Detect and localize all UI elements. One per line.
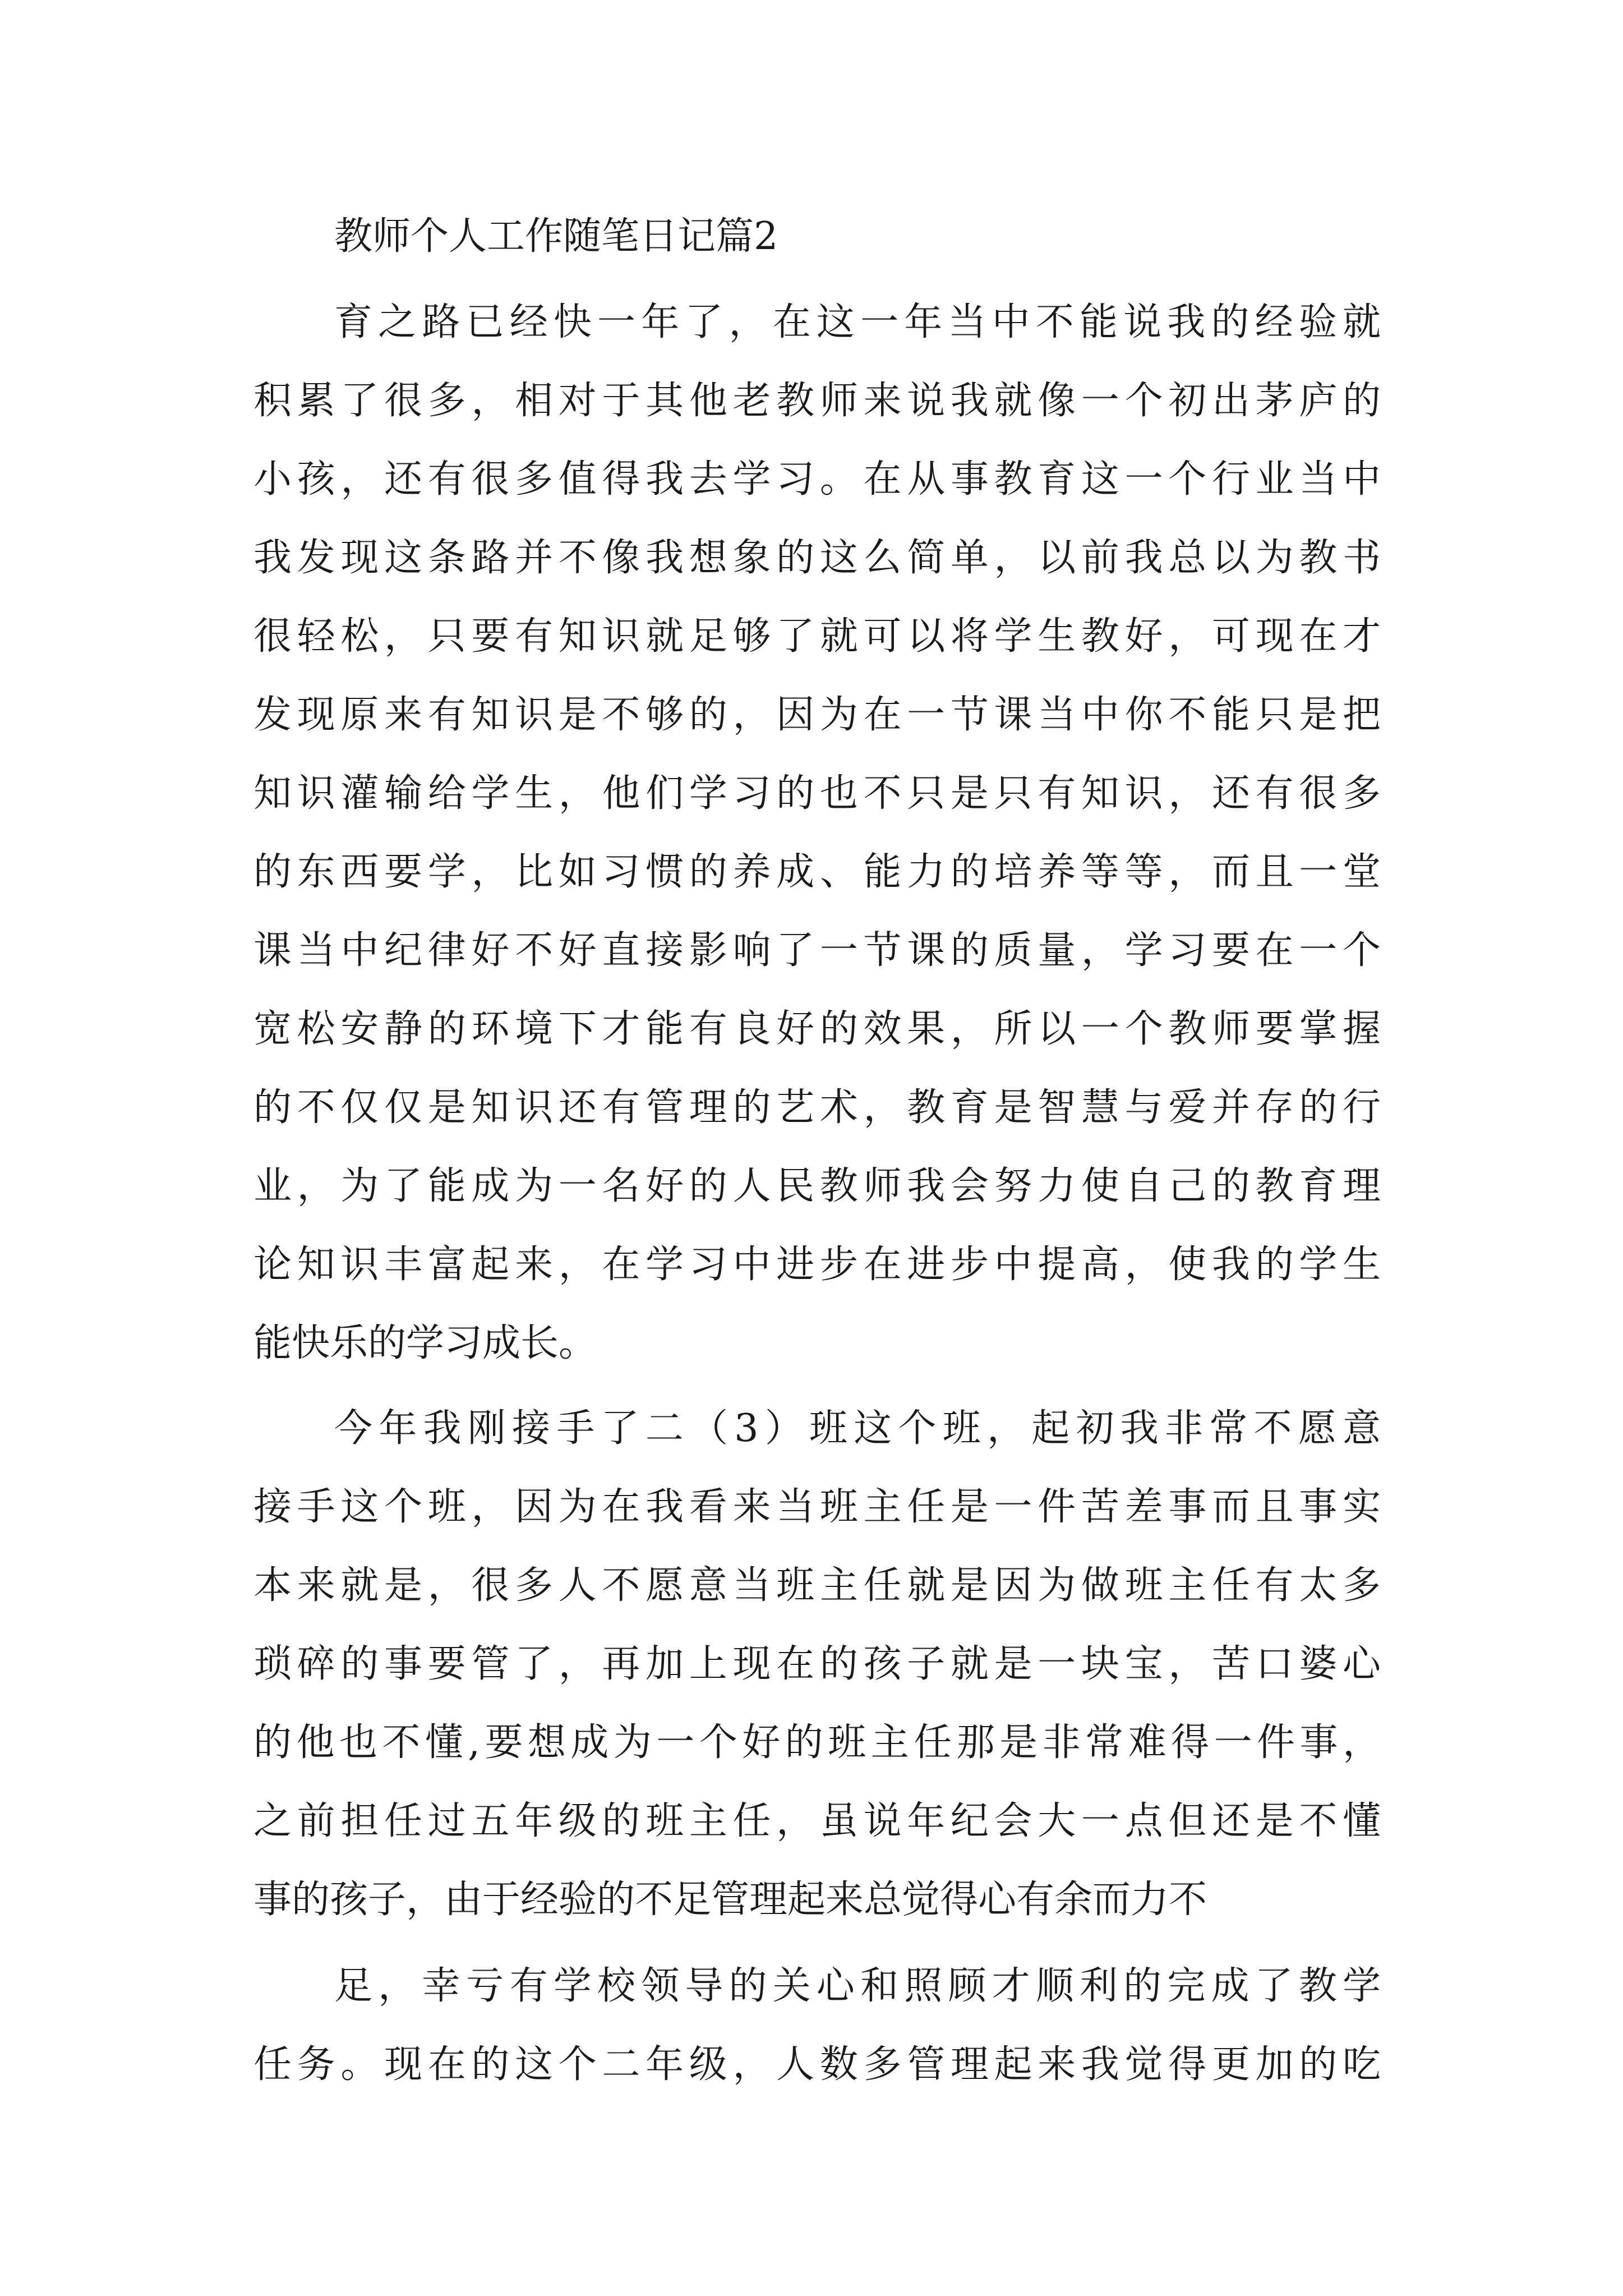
- paragraph-line: 的他也不懂,要想成为一个好的班主任那是非常难得一件事，: [253, 1720, 1381, 1765]
- paragraph-line: 事的孩子，由于经验的不足管理起来总觉得心有余而力不: [253, 1878, 1207, 1922]
- paragraph-line: 很轻松，只要有知识就足够了就可以将学生教好，可现在才: [253, 614, 1381, 659]
- paragraph-line: 宽松安静的环境下才能有良好的效果，所以一个教师要掌握: [253, 1007, 1381, 1051]
- paragraph-line: 能快乐的学习成长。: [253, 1321, 597, 1365]
- paragraph-line: 育之路已经快一年了，在这一年当中不能说我的经验就: [334, 300, 1381, 344]
- paragraph-line: 接手这个班，因为在我看来当班主任是一件苦差事而且事实: [253, 1485, 1381, 1529]
- paragraph-line: 足，幸亏有学校领导的关心和照顾才顺利的完成了教学: [334, 1964, 1381, 2008]
- document-heading: 教师个人工作随笔日记篇2: [334, 214, 778, 259]
- paragraph-line: 的不仅仅是知识还有管理的艺术，教育是智慧与爱并存的行: [253, 1085, 1381, 1130]
- paragraph-line: 小孩，还有很多值得我去学习。在从事教育这一个行业当中: [253, 457, 1381, 501]
- paragraph-line: 本来就是，很多人不愿意当班主任就是因为做班主任有太多: [253, 1563, 1381, 1608]
- paragraph-line: 发现原来有知识是不够的，因为在一节课当中你不能只是把: [253, 693, 1381, 737]
- paragraph-line: 知识灌输给学生，他们学习的也不只是只有知识，还有很多: [253, 771, 1381, 816]
- paragraph-line: 今年我刚接手了二（3）班这个班，起初我非常不愿意: [334, 1406, 1381, 1451]
- paragraph-line: 任务。现在的这个二年级，人数多管理起来我觉得更加的吃: [253, 2042, 1381, 2087]
- paragraph-line: 之前担任过五年级的班主任，虽说年纪会大一点但还是不懂: [253, 1799, 1381, 1843]
- paragraph-line: 课当中纪律好不好直接影响了一节课的质量，学习要在一个: [253, 928, 1381, 973]
- paragraph-line: 论知识丰富起来，在学习中进步在进步中提高，使我的学生: [253, 1243, 1381, 1287]
- paragraph-line: 的东西要学，比如习惯的养成、能力的培养等等，而且一堂: [253, 850, 1381, 894]
- paragraph-line: 琐碎的事要管了，再加上现在的孩子就是一块宝，苦口婆心: [253, 1642, 1381, 1686]
- paragraph-line: 我发现这条路并不像我想象的这么简单，以前我总以为教书: [253, 536, 1381, 580]
- paragraph-line: 业，为了能成为一名好的人民教师我会努力使自己的教育理: [253, 1164, 1381, 1208]
- paragraph-line: 积累了很多，相对于其他老教师来说我就像一个初出茅庐的: [253, 379, 1381, 423]
